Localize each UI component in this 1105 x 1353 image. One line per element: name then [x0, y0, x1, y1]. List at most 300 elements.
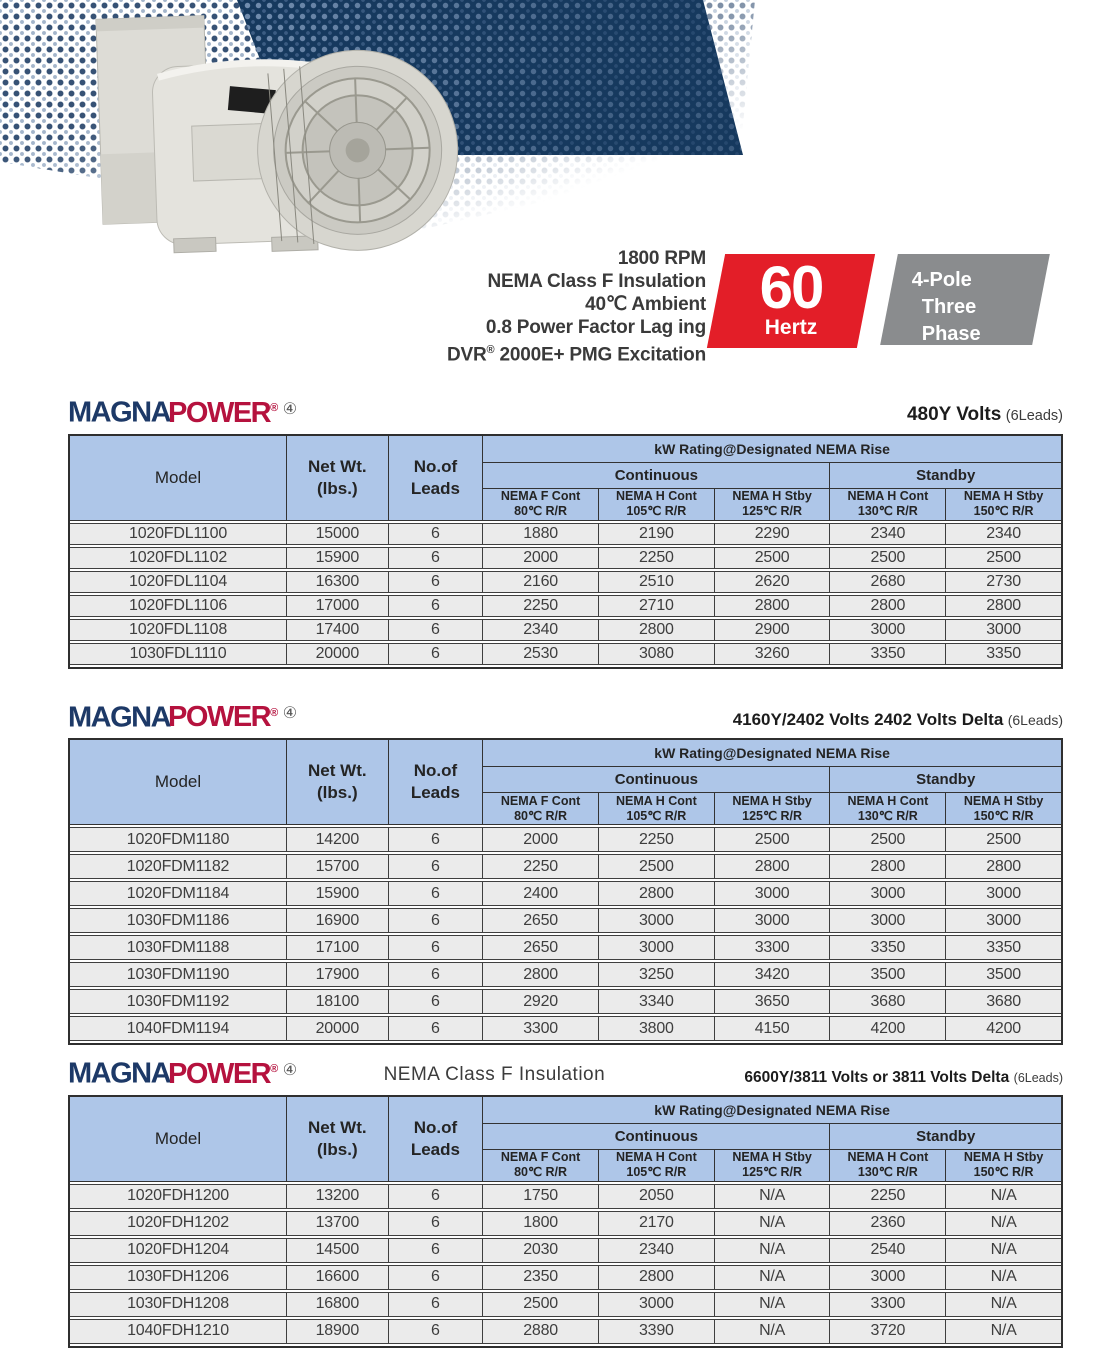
- cell-model: 1020FDM1184: [70, 881, 286, 906]
- cell-value: 2800: [714, 595, 830, 617]
- subcol-top: NEMA H Stby: [732, 1150, 812, 1165]
- cell-value: 2400: [482, 881, 598, 906]
- cell-value: 2500: [945, 827, 1061, 852]
- cell-value: 2880: [482, 1319, 598, 1344]
- net-wt-line2: (lbs.): [317, 1139, 358, 1159]
- cell-value: 6: [388, 908, 483, 933]
- subcol-bottom: 130℃ R/R: [857, 1165, 918, 1180]
- cell-value: 3000: [598, 908, 714, 933]
- cell-value: 3350: [829, 643, 945, 665]
- cell-model: 1030FDH1208: [70, 1292, 286, 1317]
- net-wt-line1: Net Wt.: [308, 456, 367, 476]
- registered-mark-icon: ®: [270, 706, 277, 719]
- cell-value: N/A: [945, 1238, 1061, 1263]
- cell-value: 15900: [286, 881, 388, 906]
- col-header-nema-f-cont: [482, 1149, 598, 1181]
- table-header: [70, 1097, 1061, 1182]
- voltage-title: 6600Y/3811 Volts or 3811 Volts Delta: [744, 1068, 1010, 1086]
- subcol-top: NEMA H Stby: [963, 489, 1044, 504]
- spec-line-dvr: [380, 339, 706, 366]
- cell-value: 3350: [945, 643, 1061, 665]
- cell-value: 3800: [598, 1016, 714, 1041]
- magnapower-logo: [68, 1054, 296, 1089]
- cell-value: 2500: [945, 547, 1061, 569]
- col-header-nema-h-stby-125: [714, 792, 830, 824]
- leads-line2: Leads: [410, 478, 460, 498]
- col-header-leads: [388, 436, 483, 520]
- net-wt-line1: Net Wt.: [308, 1117, 367, 1137]
- subcol-top: NEMA H Stby: [963, 1150, 1044, 1165]
- table-row: [70, 1211, 1061, 1236]
- section-header-6600y: [68, 1054, 1063, 1089]
- pole-phase-badge: [880, 254, 1050, 345]
- cell-value: 3300: [714, 935, 830, 960]
- spec-line: 40℃ Ambient: [585, 294, 706, 315]
- cell-value: 3080: [598, 643, 714, 665]
- dvr-suffix: 2000E+ PMG Excitation: [494, 344, 706, 366]
- cell-value: 3420: [714, 962, 830, 987]
- col-header-net-wt: [286, 1097, 388, 1181]
- ratings-table-480y: [68, 434, 1063, 669]
- net-wt-line1: Net Wt.: [308, 761, 367, 781]
- cell-value: 2250: [829, 1184, 945, 1209]
- table-row: [70, 881, 1061, 906]
- leads-note: (6Leads): [1005, 407, 1063, 424]
- table-header: [70, 740, 1061, 825]
- subcol-top: NEMA F Cont: [500, 1150, 581, 1165]
- cell-value: 2800: [829, 595, 945, 617]
- table-row: [70, 1238, 1061, 1263]
- subcol-bottom: 80℃ R/R: [514, 808, 568, 823]
- cell-model: 1030FDM1186: [70, 908, 286, 933]
- cell-model: 1020FDL1104: [70, 571, 286, 593]
- col-header-nema-h-cont-105: [598, 1149, 714, 1181]
- subcol-top: NEMA H Cont: [847, 489, 929, 504]
- leads-line1: No.of: [413, 1117, 458, 1137]
- section-title: [907, 404, 1063, 428]
- col-header-nema-f-cont: [482, 488, 598, 520]
- cell-value: 2920: [482, 989, 598, 1014]
- subcol-bottom: 105℃ R/R: [626, 808, 687, 823]
- col-header-net-wt: [286, 436, 388, 520]
- cell-value: 2710: [598, 595, 714, 617]
- pole-label: 4-Pole: [911, 269, 972, 291]
- registered-mark-icon: ®: [270, 1063, 277, 1076]
- col-header-nema-f-cont: [482, 792, 598, 824]
- cell-value: 2500: [714, 827, 830, 852]
- section-header-4160y: [68, 698, 1063, 733]
- hertz-badge: [707, 254, 875, 348]
- cell-value: 2340: [829, 523, 945, 545]
- cell-value: 20000: [286, 1016, 388, 1041]
- cell-value: 3500: [829, 962, 945, 987]
- table-row: [70, 962, 1061, 987]
- logo-magna: MAGNA: [68, 701, 171, 734]
- cell-value: 2800: [714, 854, 830, 879]
- table-row: [70, 619, 1061, 641]
- generator-photo: [42, 4, 462, 266]
- col-header-net-wt: [286, 740, 388, 824]
- cell-value: 6: [388, 881, 483, 906]
- dvr-name: DVR: [447, 344, 487, 366]
- cell-value: 13700: [286, 1211, 388, 1236]
- cell-value: 16300: [286, 571, 388, 593]
- hertz-unit: Hertz: [764, 316, 818, 339]
- cell-model: 1040FDM1194: [70, 1016, 286, 1041]
- table-row: [70, 1016, 1061, 1041]
- spec-line: NEMA Class F Insulation: [487, 271, 706, 292]
- cell-value: 18100: [286, 989, 388, 1014]
- col-header-nema-h-cont-130: [829, 792, 945, 824]
- table-row: [70, 523, 1061, 545]
- spec-text-block: [380, 247, 706, 366]
- cell-value: 2360: [829, 1211, 945, 1236]
- col-header-nema-h-stby-125: [714, 488, 830, 520]
- cell-value: 2250: [598, 827, 714, 852]
- cell-value: 3000: [829, 881, 945, 906]
- cell-value: 6: [388, 1211, 483, 1236]
- logo-power: POWER: [168, 396, 271, 429]
- subcol-bottom: 80℃ R/R: [514, 504, 568, 519]
- leads-line1: No.of: [413, 456, 458, 476]
- cell-value: 2680: [829, 571, 945, 593]
- cell-value: 2800: [598, 1265, 714, 1290]
- cell-value: 6: [388, 1319, 483, 1344]
- section-title: [744, 1069, 1063, 1089]
- cell-value: 6: [388, 571, 483, 593]
- leads-note: (6Leads): [1013, 1070, 1063, 1085]
- cell-value: N/A: [714, 1211, 830, 1236]
- subcol-bottom: 130℃ R/R: [857, 808, 918, 823]
- cell-value: 3000: [598, 935, 714, 960]
- section-header-480y: [68, 393, 1063, 428]
- cell-value: 2350: [482, 1265, 598, 1290]
- col-header-leads: [388, 740, 483, 824]
- cell-value: 2800: [945, 854, 1061, 879]
- table-header: [70, 436, 1061, 521]
- cell-value: N/A: [945, 1265, 1061, 1290]
- table-row: [70, 827, 1061, 852]
- circled-4-icon: ④: [282, 1061, 296, 1079]
- col-header-model: Model: [154, 467, 202, 487]
- cell-value: 4200: [945, 1016, 1061, 1041]
- cell-value: 2800: [829, 854, 945, 879]
- subcol-top: NEMA H Stby: [732, 793, 812, 808]
- cell-model: 1030FDM1190: [70, 962, 286, 987]
- cell-value: 6: [388, 523, 483, 545]
- table-row: [70, 1319, 1061, 1344]
- subcol-top: NEMA H Stby: [963, 793, 1044, 808]
- tables-content: [68, 393, 1063, 1348]
- cell-value: N/A: [714, 1238, 830, 1263]
- subcol-bottom: 150℃ R/R: [973, 1165, 1034, 1180]
- col-header-kw-rating: kW Rating@Designated NEMA Rise: [482, 436, 1061, 462]
- cell-value: 2530: [482, 643, 598, 665]
- cell-value: 2500: [482, 1292, 598, 1317]
- cell-value: 6: [388, 854, 483, 879]
- table-body: [70, 1182, 1061, 1346]
- subcol-top: NEMA F Cont: [500, 793, 581, 808]
- cell-value: 3000: [945, 881, 1061, 906]
- subcol-bottom: 150℃ R/R: [973, 808, 1034, 823]
- cell-value: 2650: [482, 908, 598, 933]
- cell-value: 4150: [714, 1016, 830, 1041]
- cell-value: 2290: [714, 523, 830, 545]
- subcol-bottom: 105℃ R/R: [626, 504, 687, 519]
- cell-value: 6: [388, 962, 483, 987]
- ratings-table-4160y: [68, 738, 1063, 1045]
- cell-model: 1030FDM1188: [70, 935, 286, 960]
- col-header-nema-h-stby-150: [945, 1149, 1061, 1181]
- cell-value: N/A: [714, 1184, 830, 1209]
- cell-value: 2900: [714, 619, 830, 641]
- cell-value: 2500: [598, 854, 714, 879]
- cell-model: 1040FDH1210: [70, 1319, 286, 1344]
- cell-value: 2620: [714, 571, 830, 593]
- cell-value: 17900: [286, 962, 388, 987]
- cell-value: 3350: [829, 935, 945, 960]
- cell-value: 13200: [286, 1184, 388, 1209]
- cell-value: N/A: [714, 1319, 830, 1344]
- cell-value: 6: [388, 595, 483, 617]
- table-row: [70, 1184, 1061, 1209]
- col-header-nema-h-cont-130: [829, 488, 945, 520]
- cell-value: N/A: [945, 1292, 1061, 1317]
- cell-value: 2340: [945, 523, 1061, 545]
- cell-value: 2800: [598, 881, 714, 906]
- cell-value: 16800: [286, 1292, 388, 1317]
- cell-value: 3500: [945, 962, 1061, 987]
- cell-value: 2340: [598, 1238, 714, 1263]
- cell-value: 2000: [482, 827, 598, 852]
- phase-label: Three Phase: [921, 296, 981, 345]
- subcol-bottom: 105℃ R/R: [626, 1165, 687, 1180]
- table-row: [70, 643, 1061, 665]
- cell-model: 1020FDH1204: [70, 1238, 286, 1263]
- subcol-top: NEMA F Cont: [500, 489, 581, 504]
- cell-value: 3680: [945, 989, 1061, 1014]
- cell-model: 1020FDL1102: [70, 547, 286, 569]
- table-row: [70, 908, 1061, 933]
- table-row: [70, 935, 1061, 960]
- section-title: [733, 710, 1063, 732]
- cell-value: 2000: [482, 547, 598, 569]
- cell-model: 1020FDL1108: [70, 619, 286, 641]
- cell-value: 2030: [482, 1238, 598, 1263]
- leads-note: (6Leads): [1007, 712, 1063, 729]
- col-header-continuous: Continuous: [482, 1123, 829, 1149]
- cell-value: 3000: [829, 908, 945, 933]
- hero-banner: [0, 0, 1105, 395]
- cell-value: N/A: [714, 1292, 830, 1317]
- cell-value: 2510: [598, 571, 714, 593]
- cell-value: 3000: [598, 1292, 714, 1317]
- cell-value: 1750: [482, 1184, 598, 1209]
- cell-model: 1020FDM1180: [70, 827, 286, 852]
- col-header-model: Model: [154, 772, 202, 792]
- voltage-title: 480Y Volts: [906, 403, 1002, 425]
- cell-value: 2160: [482, 571, 598, 593]
- cell-value: 3340: [598, 989, 714, 1014]
- insulation-note: NEMA Class F Insulation: [383, 1063, 606, 1085]
- table-row: [70, 571, 1061, 593]
- col-header-nema-h-cont-130: [829, 1149, 945, 1181]
- subcol-top: NEMA H Cont: [847, 793, 929, 808]
- cell-value: 6: [388, 547, 483, 569]
- cell-value: 2250: [598, 547, 714, 569]
- registered-mark-icon: ®: [486, 344, 495, 356]
- subcol-bottom: 130℃ R/R: [857, 504, 918, 519]
- col-header-kw-rating: kW Rating@Designated NEMA Rise: [482, 740, 1061, 766]
- cell-value: 3300: [482, 1016, 598, 1041]
- subcol-top: NEMA H Cont: [615, 489, 697, 504]
- cell-value: 3000: [829, 1265, 945, 1290]
- cell-value: N/A: [945, 1211, 1061, 1236]
- cell-value: 6: [388, 1184, 483, 1209]
- cell-value: 2540: [829, 1238, 945, 1263]
- cell-value: N/A: [714, 1265, 830, 1290]
- circled-4-icon: ④: [282, 400, 296, 418]
- ratings-table-6600y: [68, 1095, 1063, 1348]
- cell-value: 2340: [482, 619, 598, 641]
- cell-model: 1020FDH1200: [70, 1184, 286, 1209]
- cell-value: 2650: [482, 935, 598, 960]
- subcol-bottom: 125℃ R/R: [742, 1165, 803, 1180]
- logo-magna: MAGNA: [68, 1057, 171, 1090]
- circled-4-icon: ④: [282, 705, 296, 723]
- cell-value: 2250: [482, 595, 598, 617]
- cell-model: 1020FDH1202: [70, 1211, 286, 1236]
- voltage-title: 4160Y/2402 Volts 2402 Volts Delta: [732, 710, 1004, 730]
- subcol-top: NEMA H Stby: [732, 489, 812, 504]
- cell-model: 1020FDL1100: [70, 523, 286, 545]
- subcol-bottom: 125℃ R/R: [742, 808, 803, 823]
- cell-value: 2800: [945, 595, 1061, 617]
- cell-value: 3260: [714, 643, 830, 665]
- registered-mark-icon: ®: [270, 402, 277, 414]
- col-header-leads: [388, 1097, 483, 1181]
- col-header-kw-rating: kW Rating@Designated NEMA Rise: [482, 1097, 1061, 1123]
- cell-model: 1030FDH1206: [70, 1265, 286, 1290]
- subcol-bottom: 125℃ R/R: [742, 504, 803, 519]
- cell-value: 6: [388, 989, 483, 1014]
- cell-value: 6: [388, 827, 483, 852]
- cell-value: 3000: [829, 619, 945, 641]
- subcol-top: NEMA H Cont: [847, 1150, 929, 1165]
- cell-value: 2730: [945, 571, 1061, 593]
- cell-value: 1880: [482, 523, 598, 545]
- cell-value: 14500: [286, 1238, 388, 1263]
- cell-value: 16900: [286, 908, 388, 933]
- col-header-model: Model: [154, 1128, 202, 1148]
- col-header-standby: Standby: [829, 766, 1061, 792]
- cell-value: 6: [388, 1238, 483, 1263]
- cell-value: 15700: [286, 854, 388, 879]
- magnapower-logo: [68, 393, 296, 428]
- cell-value: 2500: [714, 547, 830, 569]
- logo-power: POWER: [168, 701, 271, 734]
- table-row: [70, 989, 1061, 1014]
- subcol-bottom: 80℃ R/R: [514, 1165, 568, 1180]
- cell-value: 3000: [945, 908, 1061, 933]
- col-header-nema-h-cont-105: [598, 792, 714, 824]
- table-row: [70, 854, 1061, 879]
- cell-value: 3680: [829, 989, 945, 1014]
- logo-magna: MAGNA: [68, 396, 171, 429]
- table-row: [70, 1265, 1061, 1290]
- cell-value: 17000: [286, 595, 388, 617]
- cell-value: N/A: [945, 1319, 1061, 1344]
- cell-value: 3000: [714, 881, 830, 906]
- leads-line2: Leads: [410, 1139, 460, 1159]
- cell-value: 16600: [286, 1265, 388, 1290]
- cell-model: 1030FDL1110: [70, 643, 286, 665]
- col-header-nema-h-stby-150: [945, 792, 1061, 824]
- col-header-continuous: Continuous: [482, 462, 829, 488]
- cell-value: 1800: [482, 1211, 598, 1236]
- subcol-top: NEMA H Cont: [615, 1150, 697, 1165]
- cell-value: 2500: [829, 827, 945, 852]
- cell-value: 2250: [482, 854, 598, 879]
- cell-value: 17400: [286, 619, 388, 641]
- cell-value: 2050: [598, 1184, 714, 1209]
- cell-value: 15000: [286, 523, 388, 545]
- cell-value: 2170: [598, 1211, 714, 1236]
- cell-value: 3390: [598, 1319, 714, 1344]
- cell-value: 2800: [598, 619, 714, 641]
- cell-value: 15900: [286, 547, 388, 569]
- cell-value: 6: [388, 619, 483, 641]
- cell-value: 2800: [482, 962, 598, 987]
- subcol-top: NEMA H Cont: [615, 793, 697, 808]
- table-row: [70, 1292, 1061, 1317]
- cell-value: 3250: [598, 962, 714, 987]
- cell-value: N/A: [945, 1184, 1061, 1209]
- leads-line1: No.of: [413, 761, 458, 781]
- spec-line: 1800 RPM: [617, 248, 706, 269]
- col-header-nema-h-stby-125: [714, 1149, 830, 1181]
- subcol-bottom: 150℃ R/R: [973, 504, 1034, 519]
- cell-value: 3650: [714, 989, 830, 1014]
- col-header-nema-h-cont-105: [598, 488, 714, 520]
- table-row: [70, 595, 1061, 617]
- cell-value: 6: [388, 643, 483, 665]
- cell-value: 2500: [829, 547, 945, 569]
- hertz-value: 60: [759, 254, 823, 321]
- cell-value: 3300: [829, 1292, 945, 1317]
- cell-value: 3000: [714, 908, 830, 933]
- leads-line2: Leads: [410, 783, 460, 803]
- col-header-nema-h-stby-150: [945, 488, 1061, 520]
- cell-value: 6: [388, 1016, 483, 1041]
- cell-value: 3720: [829, 1319, 945, 1344]
- col-header-standby: Standby: [829, 1123, 1061, 1149]
- cell-value: 6: [388, 1265, 483, 1290]
- cell-value: 3350: [945, 935, 1061, 960]
- spec-line: 0.8 Power Factor Lag ing: [485, 317, 706, 338]
- net-wt-line2: (lbs.): [317, 783, 358, 803]
- cell-value: 2190: [598, 523, 714, 545]
- col-header-continuous: Continuous: [482, 766, 829, 792]
- magnapower-logo: [68, 698, 296, 733]
- cell-value: 18900: [286, 1319, 388, 1344]
- col-header-standby: Standby: [829, 462, 1061, 488]
- cell-value: 4200: [829, 1016, 945, 1041]
- cell-value: 17100: [286, 935, 388, 960]
- table-body: [70, 521, 1061, 667]
- logo-power: POWER: [168, 1057, 271, 1090]
- table-body: [70, 825, 1061, 1043]
